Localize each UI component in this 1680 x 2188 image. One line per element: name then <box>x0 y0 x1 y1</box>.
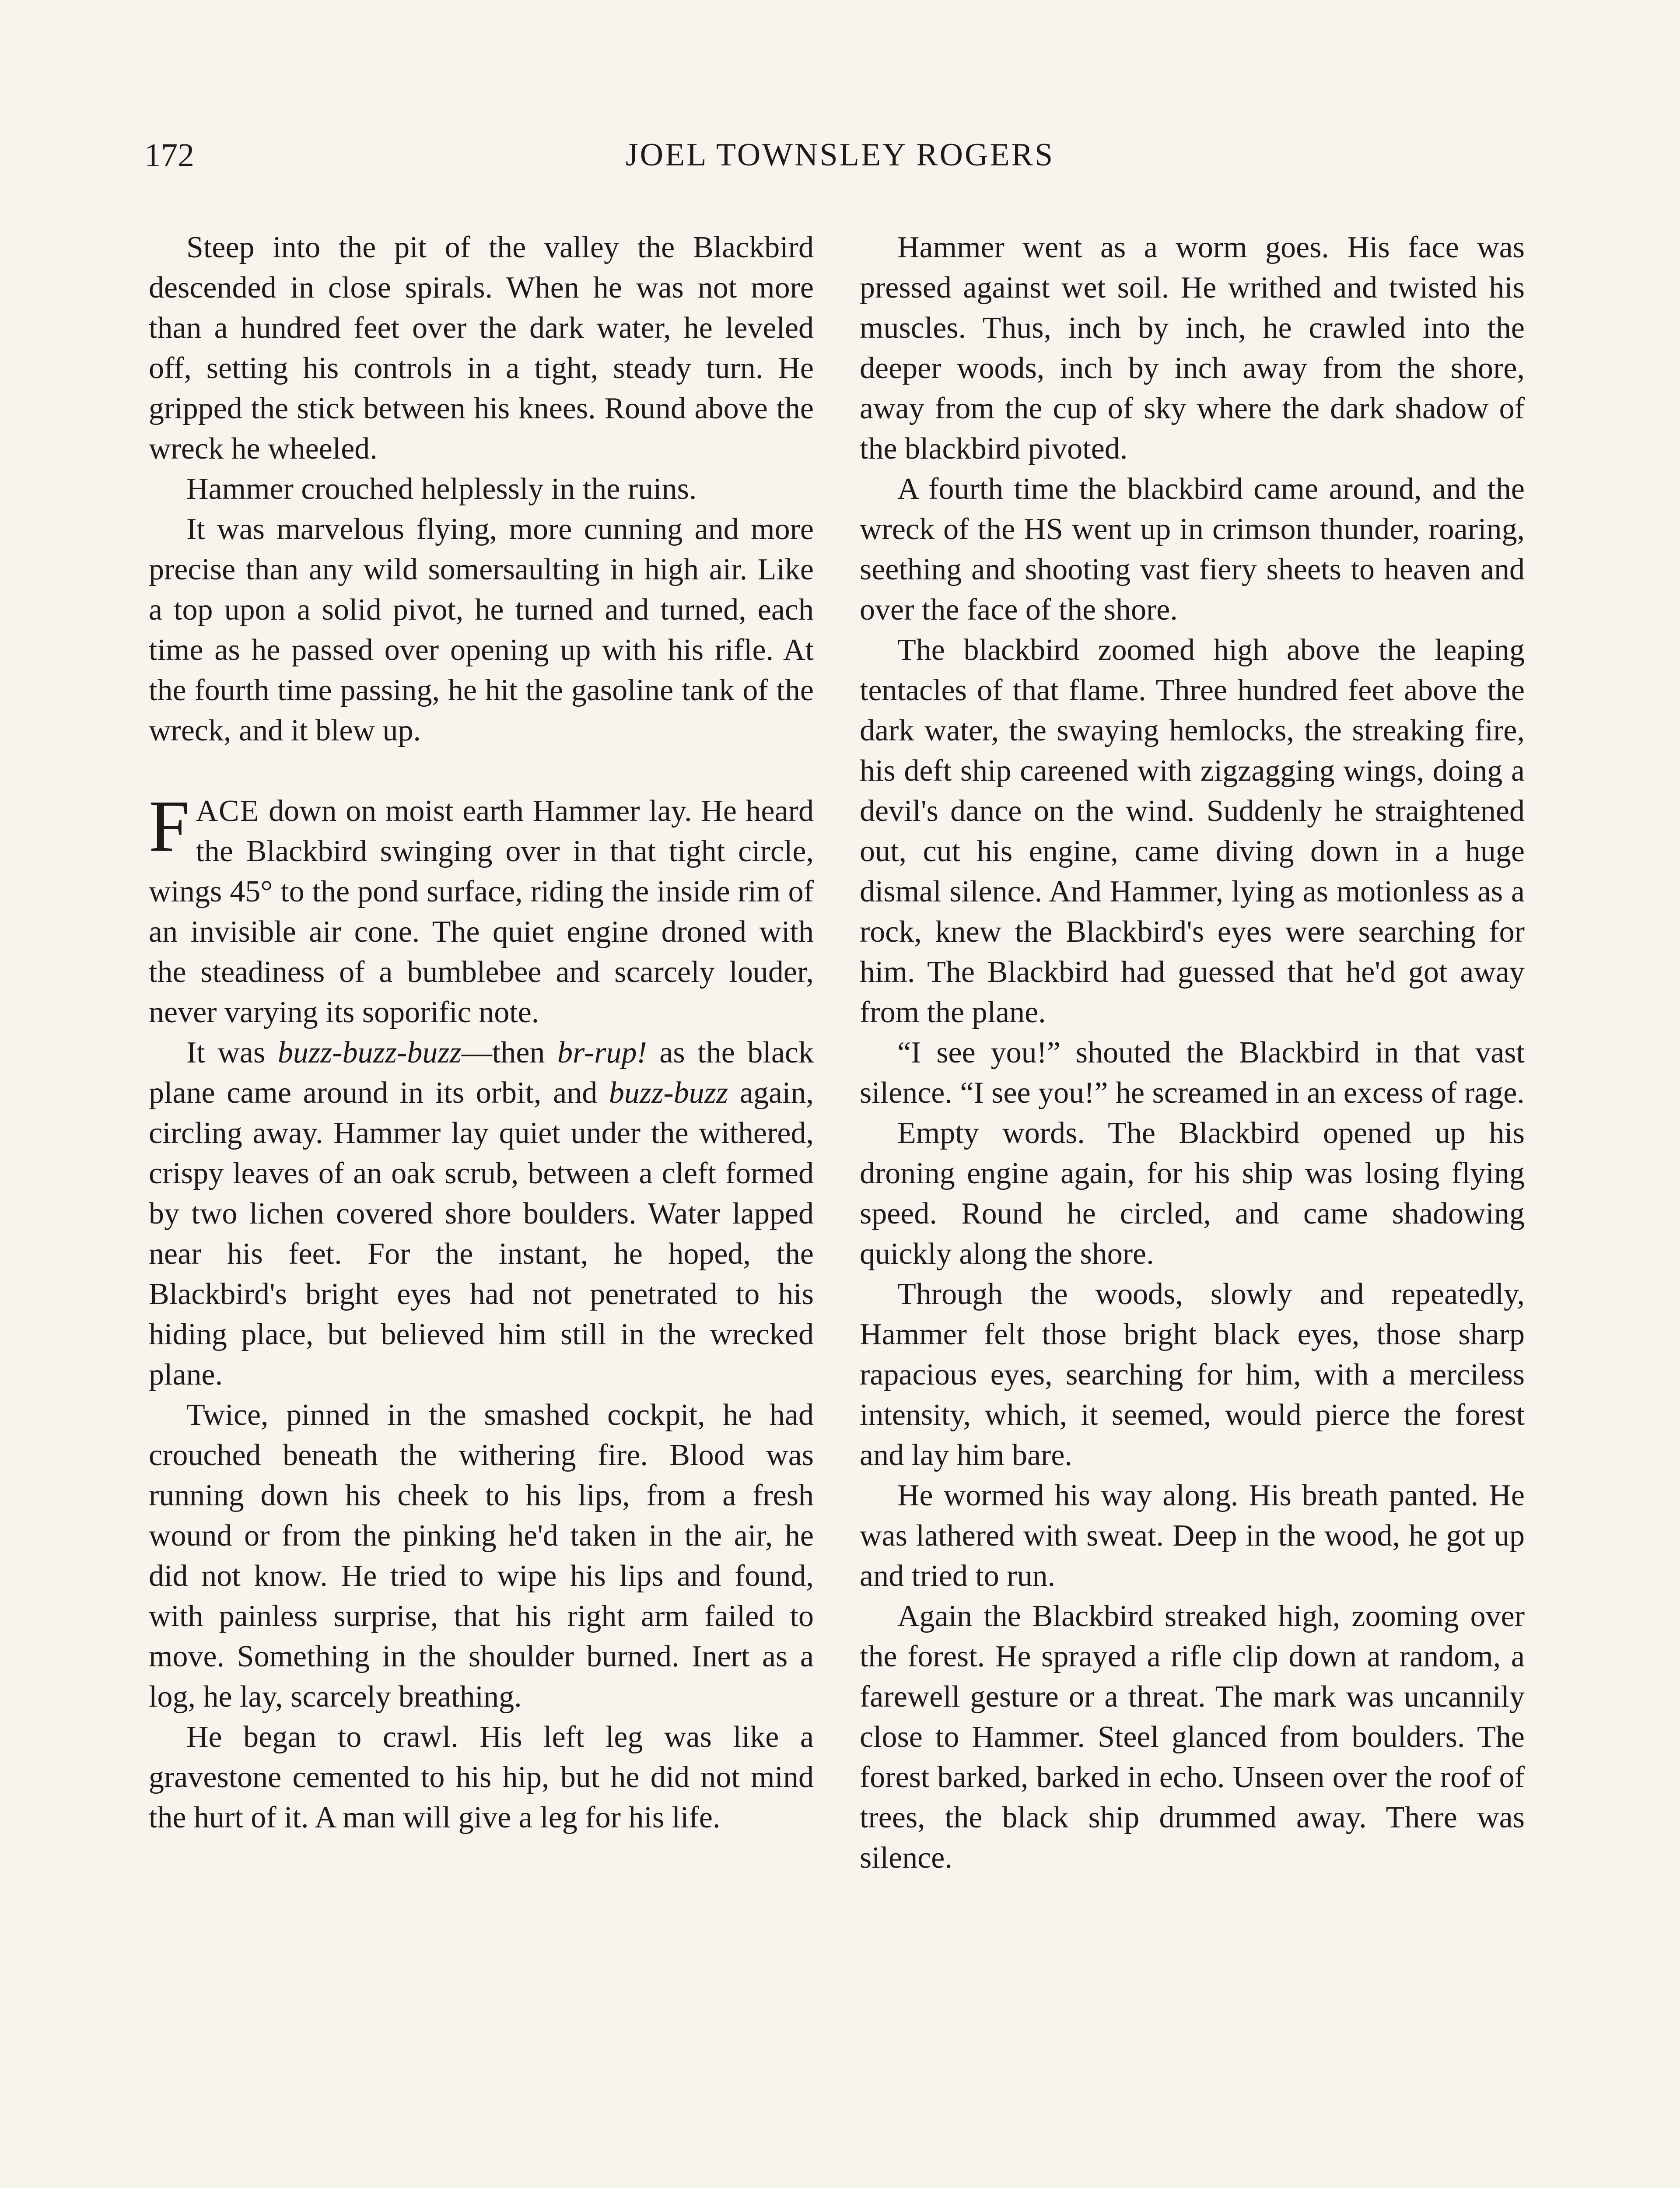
paragraph: He wormed his way along. His breath panted. He was lathered with sweat. Deep in the wood, he got up and tried to run. <box>860 1479 1525 1593</box>
left-column <box>149 228 814 1838</box>
drop-cap: F <box>149 785 190 867</box>
paragraph: The blackbird zoomed high above the leaping tentacles of that flame. Three hundred feet above the dark water, the swaying hemlocks, the streaking fire, his deft ship careened with zigzagging wings, doing a devil's dance on the wind. Suddenly he straightened out, cut his engine, came diving down in a huge dismal silence. And Hammer, lying as motionless as a rock, knew the Blackbird's eyes were searching for him. The Blackbird had guessed that he'd got away from the plane. <box>860 633 1525 1029</box>
running-head: JOEL TOWNSLEY ROGERS <box>625 137 1055 173</box>
italic-run: buzz-buzz <box>609 1076 728 1110</box>
paragraph: Twice, pinned in the smashed cockpit, he had crouched beneath the withering fire. Blood was running down his cheek to his lips, from a fresh wound or from the pinking he'd taken in the air, he did not know. He tried to wipe his lips and found, with painless surprise, that his right arm failed to move. Something in the shoulder burned. Inert as a log, he lay, scarcely breathing. <box>149 1398 814 1714</box>
paragraph: “I see you!” shouted the Blackbird in that vast silence. “I see you!” he screamed in an excess of rage. <box>860 1036 1525 1110</box>
right-column <box>860 228 1525 1878</box>
page-number: 172 <box>144 137 194 174</box>
paragraph: He began to crawl. His left leg was like a gravestone cemented to his hip, but he did not mind the hurt of it. A man will give a leg for his life. <box>149 1720 814 1834</box>
text-run: again, circling away. Hammer lay quiet under the withered, crispy leaves of an oak scrub, between a cleft formed by two lichen covered shore boulders. Water lapped near his feet. For the instant, he hoped, the Blackbird's bright eyes had not penetrated to his hiding place, but believed him still in the wrecked plane. <box>149 1076 814 1392</box>
text-run: It was <box>186 1036 278 1069</box>
paragraph-dropcap <box>149 785 814 1033</box>
italic-run: br-rup! <box>557 1036 647 1069</box>
smallcaps-lead: ACE <box>196 794 260 828</box>
paragraph: Hammer went as a worm goes. His face was pressed against wet soil. He writhed and twisted his muscles. Thus, inch by inch, he crawled into the deeper woods, inch by inch away from the shore, away from the cup of sky where the dark shadow of the blackbird pivoted. <box>860 231 1525 466</box>
paragraph: Hammer crouched helplessly in the ruins. <box>186 472 697 506</box>
paragraph: Through the woods, slowly and repeatedly, Hammer felt those bright black eyes, those sharp rapacious eyes, searching for him, with a merciless intensity, which, it seemed, would pierce the forest and lay him bare. <box>860 1277 1525 1472</box>
paragraph <box>149 1033 814 1395</box>
text-run: —then <box>461 1036 558 1069</box>
paragraph: Again the Blackbird streaked high, zooming over the forest. He sprayed a rifle clip down at random, a farewell gesture or a threat. The mark was uncannily close to Hammer. Steel glanced from boulders. The forest barked, barked in echo. Unseen over the roof of trees, the black ship drummed away. There was silence. <box>860 1599 1525 1875</box>
italic-run: buzz-buzz-buzz <box>277 1036 462 1069</box>
text-run: as the black plane came around in its orbit, and <box>149 1036 814 1110</box>
paragraph: Steep into the pit of the valley the Blackbird descended in close spirals. When he was not more than a hundred feet over the dark water, he leveled off, setting his controls in a tight, steady turn. He gripped the stick between his knees. Round above the wreck he wheeled. <box>149 231 814 466</box>
paragraph: A fourth time the blackbird came around, and the wreck of the HS went up in crimson thunder, roaring, seething and shooting vast fiery sheets to heaven and over the face of the shore. <box>860 472 1525 627</box>
paragraph-text: down on moist earth Hammer lay. He heard the Blackbird swinging over in that tight circle, wings 45° to the pond surface, riding the inside rim of an invisible air cone. The quiet engine droned with the steadiness of a bumblebee and scarcely louder, never varying its soporific note. <box>149 794 814 1029</box>
paragraph: It was marvelous flying, more cunning and more precise than any wild somersaulting in high air. Like a top upon a solid pivot, he turned and turned, each time as he passed over opening up with his rifle. At the fourth time passing, he hit the gasoline tank of the wreck, and it blew up. <box>149 512 814 747</box>
paragraph: Empty words. The Blackbird opened up his droning engine again, for his ship was losing flying speed. Round he circled, and came shadowing quickly along the shore. <box>860 1116 1525 1271</box>
